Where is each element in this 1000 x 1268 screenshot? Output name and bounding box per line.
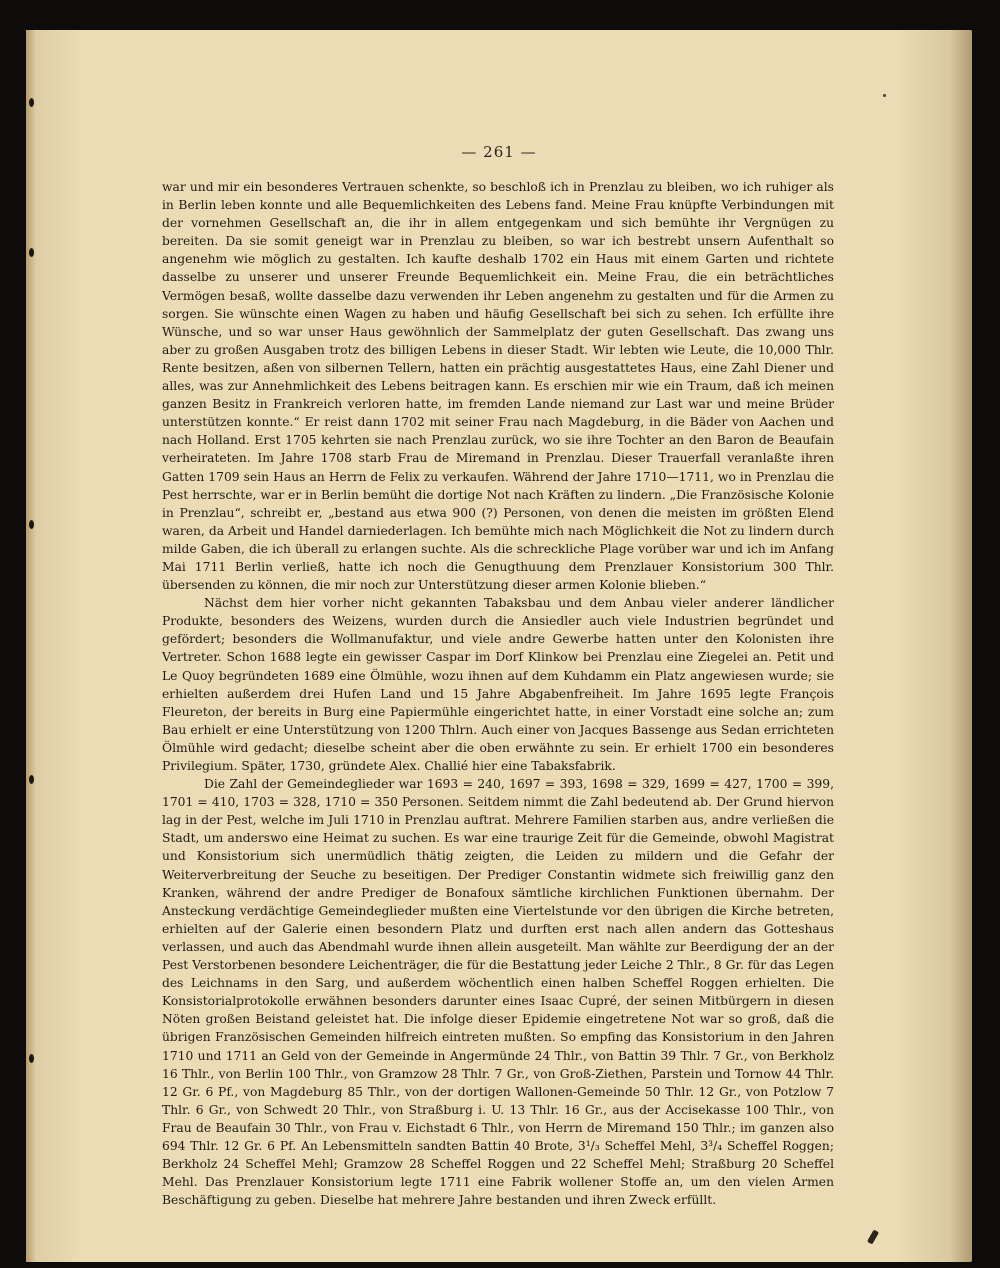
binding-hole-mark: [29, 520, 34, 529]
binding-hole-mark: [29, 98, 34, 107]
body-text: [162, 178, 834, 1209]
page-fold-shadow: [26, 30, 36, 1262]
paper-speck: [883, 94, 886, 97]
binding-hole-mark: [29, 1054, 34, 1063]
page-edge-shadow: [950, 30, 972, 1262]
paragraph: Die Zahl der Gemeindeglieder war 1693 = 240, 1697 = 393, 1698 = 329, 1699 = 427, 1700 = 399, 1701 = 410, 1703 = 328, 1710 = 350 Personen. Seitdem nimmt die Zahl bedeutend ab. Der Grund hiervon lag in der Pest, welche im Juli 1710 in Prenzlau auftrat. Mehrere Familien starben aus, andre verließen die Stadt, um anderswo eine Heimat zu suchen. Es war eine traurige Zeit für die Gemeinde, obwohl Magistrat und Konsistorium sich unermüdlich thätig zeigten, die Leiden zu mildern und die Gefahr der Weiterverbreitung der Seuche zu beseitigen. Der Prediger Constantin widmete sich freiwillig ganz den Kranken, während der andre Prediger de Bonafoux sämtliche kirchlichen Funktionen übernahm. Der Ansteckung verdächtige Gemeindeglieder mußten eine Viertelstunde vor den übrigen die Kirche betreten, erhielten auf der Galerie einen besondern Platz und durften erst nach allen andern das Gotteshaus verlassen, und auch das Abendmahl wurde ihnen allein ausgeteilt. Man wählte zur Beerdigung der an der Pest Verstorbenen besondere Leichenträger, die für die Bestattung jeder Leiche 2 Thlr., 8 Gr. für das Legen des Leichnams in den Sarg, und außerdem wöchentlich einen halben Scheffel Roggen erhielten. Die Konsistorialprotokolle erwähnen besonders darunter eines Isaac Cupré, der seinen Mitbürgern in diesen Nöten großen Beistand geleistet hat. Die infolge dieser Epidemie eingetretene Not war so groß, daß die übrigen Französischen Gemeinden hilfreich eintreten mußten. So empfing das Konsistorium in den Jahren 1710 und 1711 an Geld von der Gemeinde in Angermünde 24 Thlr., von Battin 39 Thlr. 7 Gr., von Berkholz 16 Thlr., von Berlin 100 Thlr., von Gramzow 28 Thlr. 7 Gr., von Groß-Ziethen, Parstein und Tornow 44 Thlr. 12 Gr. 6 Pf., von Magdeburg 85 Thlr., von der dortigen Wallonen-Gemeinde 50 Thlr. 12 Gr., von Potzlow 7 Thlr. 6 Gr., von Schwedt 20 Thlr., von Straßburg i. U. 13 Thlr. 16 Gr., aus der Accisekasse 100 Thlr., von Frau de Beaufain 30 Thlr., von Frau v. Eichstadt 6 Thlr., von Herrn de Miremand 150 Thlr.; im ganzen also 694 Thlr. 12 Gr. 6 Pf. An Lebensmitteln sandten Battin 40 Brote, 3¹/₃ Scheffel Mehl, 3³/₄ Scheffel Roggen; Berkholz 24 Scheffel Mehl; Gramzow 28 Scheffel Roggen und 22 Scheffel Mehl; Straßburg 20 Scheffel Mehl. Das Prenzlauer Konsistorium legte 1711 eine Fabrik wollener Stoffe an, um den vielen Armen Beschäftigung zu geben. Dieselbe hat mehrere Jahre bestanden und ihren Zweck erfüllt.: [162, 777, 834, 1208]
binding-hole-mark: [29, 248, 34, 257]
paragraph: war und mir ein besonderes Vertrauen schenkte, so beschloß ich in Prenzlau zu bleiben, wo ich ruhiger als in Berlin leben konnte und alle Bequemlichkeiten des Lebens fand. Meine Frau knüpfte Verbindungen mit der vornehmen Gesellschaft an, die ihr in allem entgegenkam und sich bemühte ihr Vergnügen zu bereiten. Da sie somit geneigt war in Prenzlau zu bleiben, so war ich bestrebt unsern Aufenthalt so angenehm wie möglich zu gestalten. Ich kaufte deshalb 1702 ein Haus mit einem Garten und richtete dasselbe zu unserer und unserer Freunde Bequemlichkeit ein. Meine Frau, die ein beträchtliches Vermögen besaß, wollte dasselbe dazu verwenden ihr Leben angenehm zu gestalten und für die Armen zu sorgen. Sie wünschte einen Wagen zu haben und häufig Gesellschaft bei sich zu sehen. Ich erfüllte ihre Wünsche, und so war unser Haus gewöhnlich der Sammelplatz der guten Gesellschaft. Das zwang uns aber zu großen Ausgaben trotz des billigen Lebens in dieser Stadt. Wir lebten wie Leute, die 10,000 Thlr. Rente besitzen, aßen von silbernen Tellern, hatten ein prächtig ausgestattetes Haus, eine Zahl Diener und alles, was zur Annehmlichkeit des Lebens beitragen kann. Es erschien mir wie ein Traum, daß ich meinen ganzen Besitz in Frankreich verloren hatte, im fremden Lande niemand zur Last war und meine Brüder unterstützen konnte.“ Er reist dann 1702 mit seiner Frau nach Magdeburg, in die Bäder von Aachen und nach Holland. Erst 1705 kehrten sie nach Prenzlau zurück, wo sie ihre Tochter an den Baron de Beaufain verheirateten. Im Jahre 1708 starb Frau de Miremand in Prenzlau. Dieser Trauerfall veranlaßte ihren Gatten 1709 sein Haus an Herrn de Felix zu verkaufen. Während der Jahre 1710—1711, wo in Prenzlau die Pest herrschte, war er in Berlin bemüht die dortige Not nach Kräften zu lindern. „Die Französische Kolonie in Prenzlau“, schreibt er, „bestand aus etwa 900 (?) Personen, von denen die meisten im größten Elend waren, da Arbeit und Handel darniederlagen. Ich bemühte mich nach Möglichkeit die Not zu lindern durch milde Gaben, die ich überall zu erlangen suchte. Als die schreckliche Plage vorüber war und ich im Anfang Mai 1711 Berlin verließ, hatte ich noch die Genugthuung dem Prenzlauer Konsistorium 300 Thlr. übersenden zu können, die mir noch zur Unterstützung dieser armen Kolonie blieben.“: [162, 180, 834, 593]
page-number: — 261 —: [461, 143, 537, 161]
paragraph: Nächst dem hier vorher nicht gekannten Tabaksbau und dem Anbau vieler anderer ländlicher Produkte, besonders des Weizens, wurden durch die Ansiedler auch viele Industrien begründet und gefördert; besonders die Wollmanufaktur, und viele andre Gewerbe hatten unter den Kolonisten ihre Vertreter. Schon 1688 legte ein gewisser Caspar im Dorf Klinkow bei Prenzlau eine Ziegelei an. Petit und Le Quoy begründeten 1689 eine Ölmühle, wozu ihnen auf dem Kuhdamm ein Platz angewiesen wurde; sie erhielten außerdem drei Hufen Land und 15 Jahre Abgabenfreiheit. Im Jahre 1695 legte François Fleureton, der bereits in Burg eine Papiermühle eingerichtet hatte, in einer Vorstadt eine solche an; zum Bau erhielt er eine Unterstützung von 1200 Thlrn. Auch einer von Jacques Bassenge aus Sedan errichteten Ölmühle wird gedacht; dieselbe scheint aber die oben erwähnte zu sein. Er erhielt 1700 ein besonderes Privilegium. Später, 1730, gründete Alex. Challié hier eine Tabaksfabrik.: [162, 596, 834, 773]
corner-ink-mark: [867, 1229, 879, 1244]
scanned-page: [26, 30, 972, 1262]
binding-hole-mark: [29, 775, 34, 784]
